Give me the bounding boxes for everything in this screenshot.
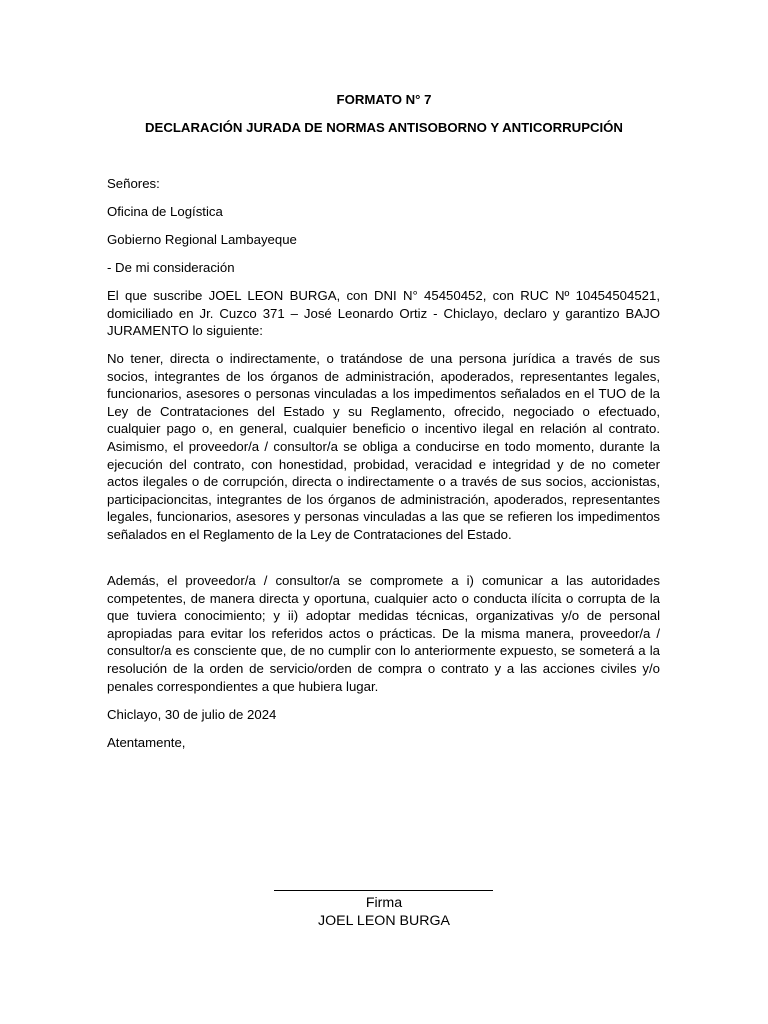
closing: Atentamente, bbox=[107, 735, 186, 750]
greeting: - De mi consideración bbox=[107, 260, 235, 275]
commitment-paragraph: Además, el proveedor/a / consultor/a se compromete a i) comunicar a las autoridades competentes, de manera directa y oportuna, cualquier acto o conducta ilícita o corrupta de la que tuviera conocimiento; y ii) adoptar medidas técnicas, organizativas y/o de personal apropiadas para evitar los referidos actos o prácticas. De la misma manera, proveedor/a / consultor/a es consciente que, de no cumplir con lo anteriormente expuesto, se someterá a la resolución de la orden de servicio/orden de compra o contrato y a las acciones civiles y/o penales correspondientes a que hubiera lugar. bbox=[107, 573, 660, 694]
declaration-paragraph: No tener, directa o indirectamente, o tratándose de una persona jurídica a través de sus socios, integrantes de los órganos de administración, apoderados, representantes legales, funcionarios, asesores o personas vinculadas a los impedimentos señalados en el TUO de la Ley de Contrataciones del Estado y su Reglamento, ofrecido, negociado o efectuado, cualquier pago o, en general, cualquier beneficio o incentivo ilegal en relación al contrato. Asimismo, el proveedor/a / consultor/a se obliga a conducirse en todo momento, durante la ejecución del contrato, con honestidad, probidad, veracidad e integridad y de no cometer actos ilegales o de corrupción, directa o indirectamente o a través de sus socios, accionistas, participacioncitas, integrantes de los órganos de administración, apoderados, representantes legales, funcionarios, asesores y personas vinculadas a las que se refieren los impedimentos señalados en el Reglamento de la Ley de Contrataciones del Estado. bbox=[107, 351, 660, 542]
recipient-org: Gobierno Regional Lambayeque bbox=[107, 232, 297, 247]
recipient-office: Oficina de Logística bbox=[107, 204, 223, 219]
salutation: Señores: bbox=[107, 176, 160, 191]
format-number: FORMATO N° 7 bbox=[336, 92, 432, 107]
signature-label: Firma bbox=[365, 895, 403, 911]
intro-paragraph: El que suscribe JOEL LEON BURGA, con DNI N° 45450452, con RUC Nº 10454504521, domiciliado en Jr. Cuzco 371 – José Leonardo Ortiz - Chiclayo, declaro y garantizo BAJO JURAMENTO lo siguiente: bbox=[107, 288, 660, 339]
signature-line bbox=[274, 890, 493, 891]
signer-name: JOEL LEON BURGA bbox=[318, 913, 450, 929]
place-date: Chiclayo, 30 de julio de 2024 bbox=[107, 707, 277, 722]
document-title: DECLARACIÓN JURADA DE NORMAS ANTISOBORNO Y ANTICORRUPCIÓN bbox=[145, 120, 623, 135]
